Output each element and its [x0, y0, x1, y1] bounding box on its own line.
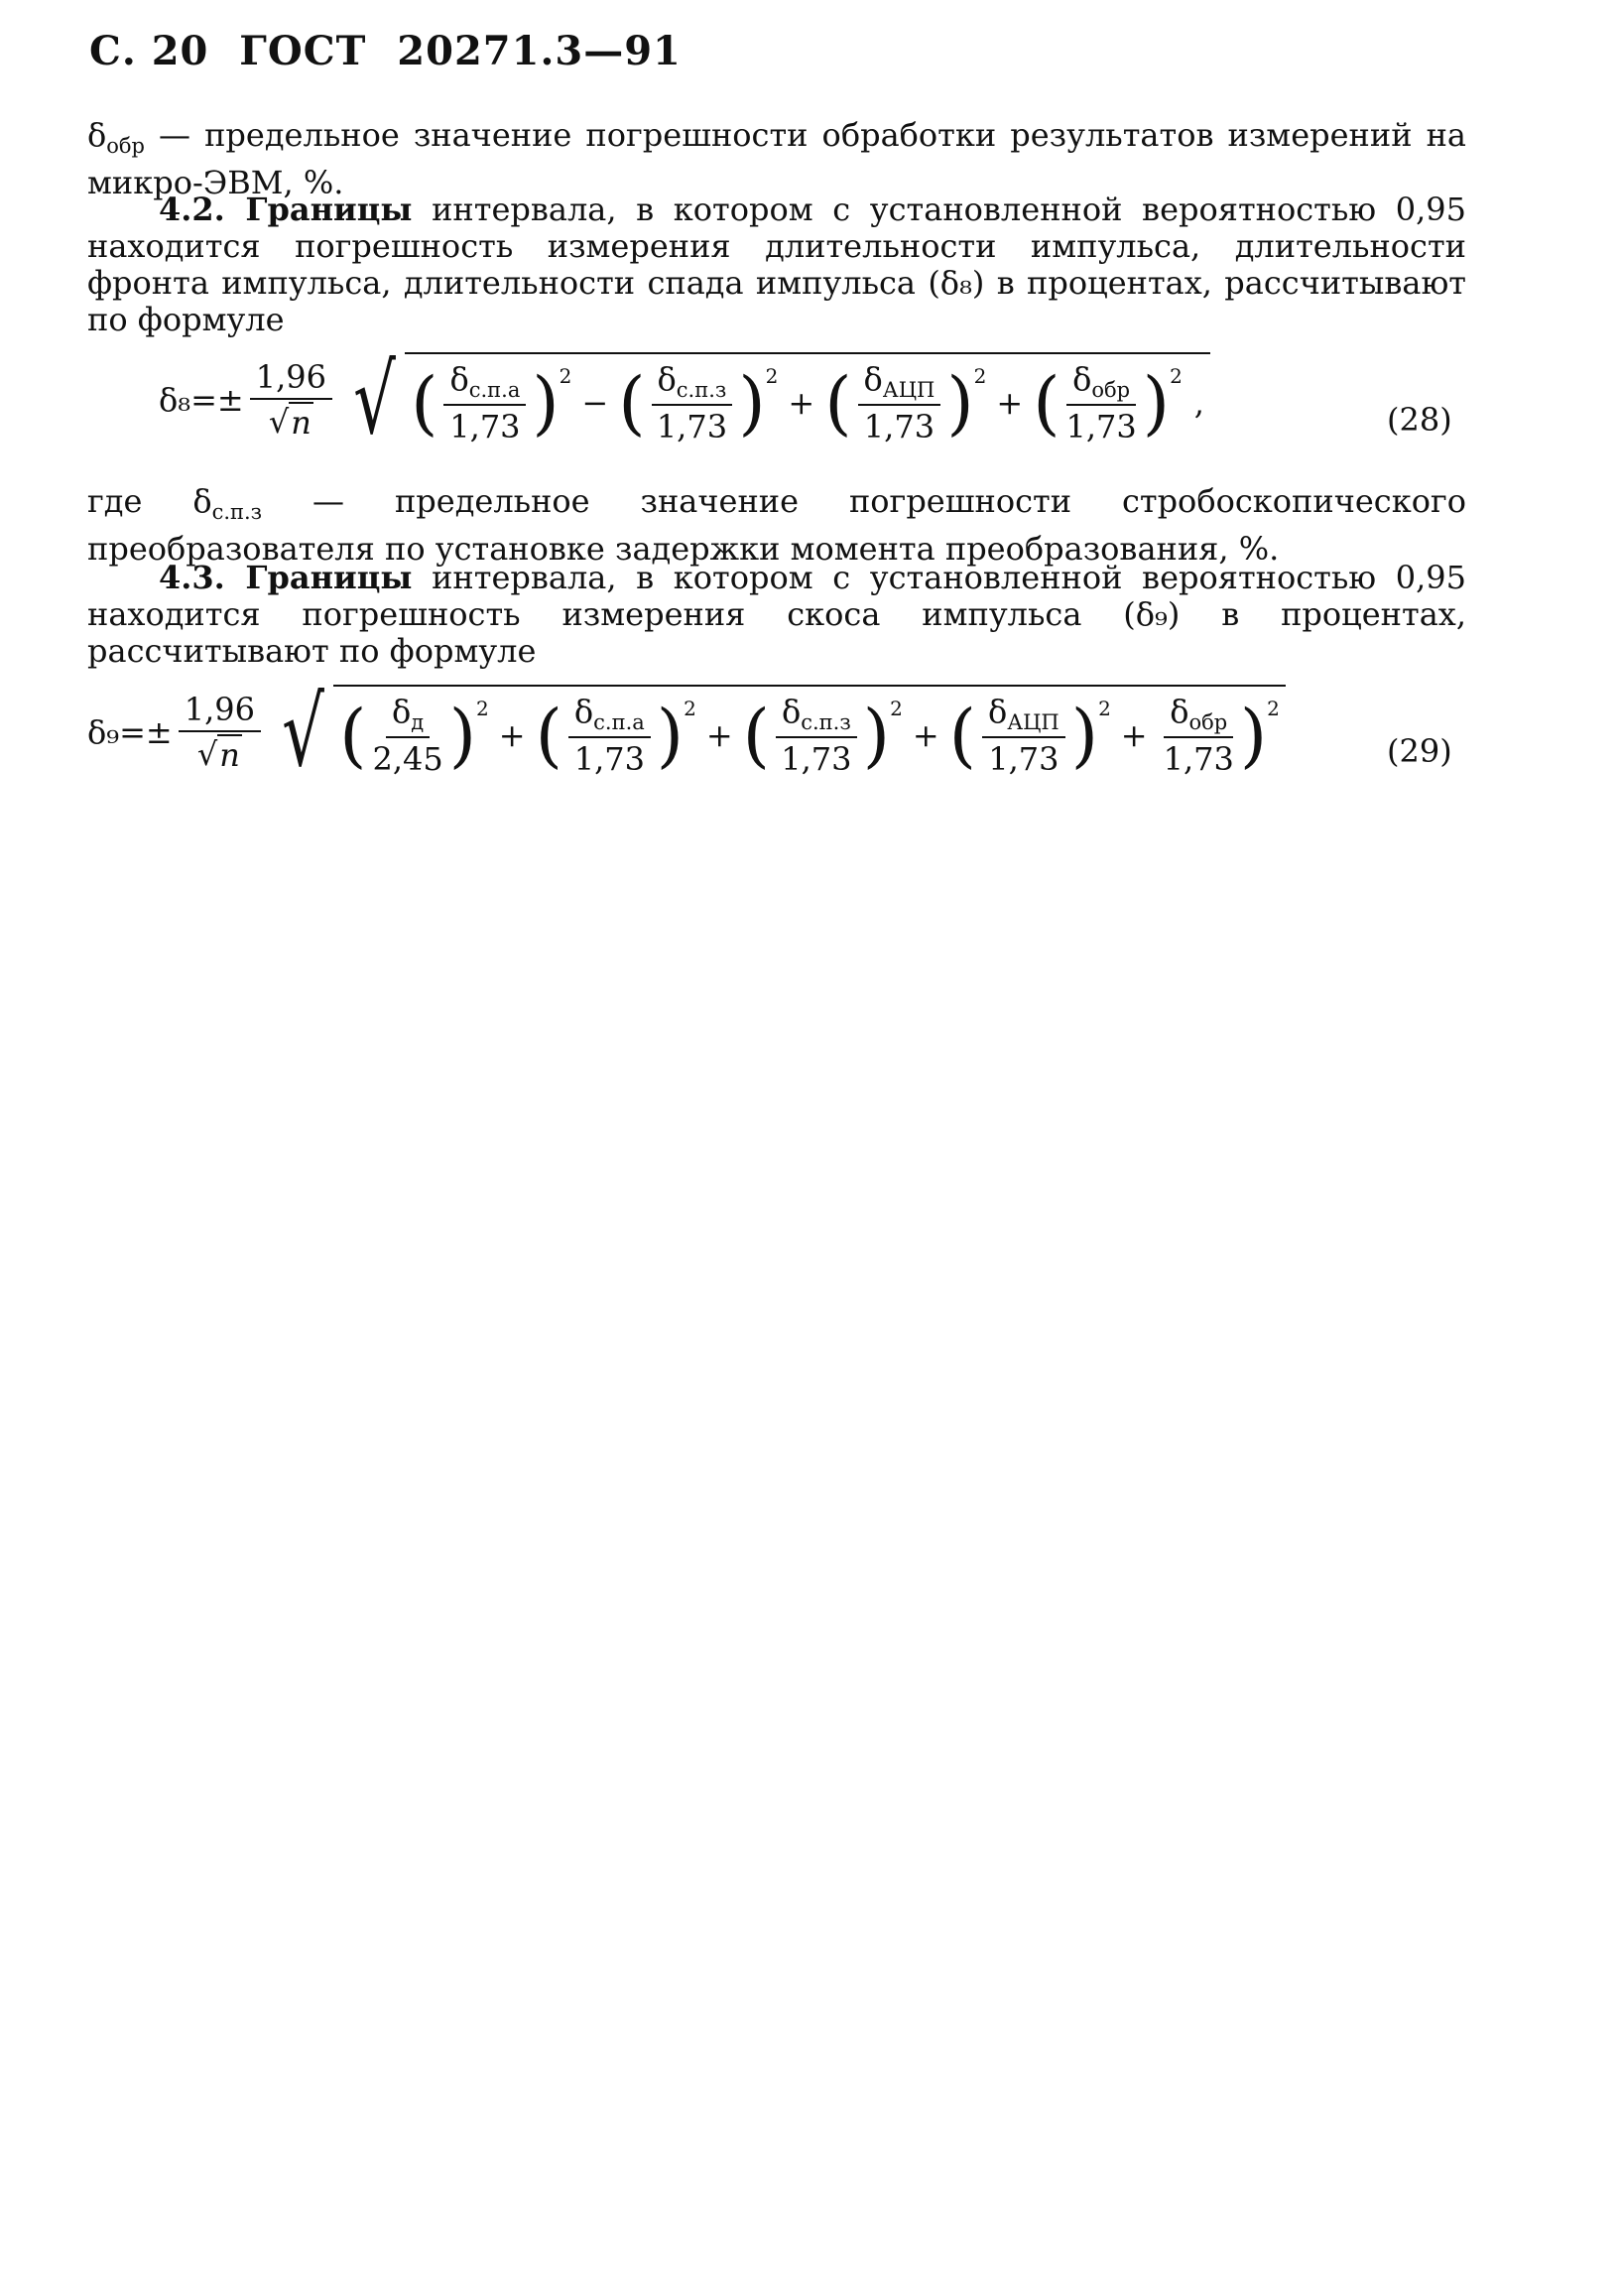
equation-number-29: (29) [1387, 732, 1452, 770]
delta-subscript: обр [106, 134, 145, 158]
standard-name: ГОСТ [239, 28, 367, 74]
paragraph-text: интервала, в котором с установленной вероятностью 0,95 находится погрешность измерения скоса импульса (δ₉) в процентах, рассчитывают по формуле [87, 559, 1466, 670]
delta-symbol: δ [192, 482, 212, 520]
coefficient-denominator: √ n [196, 735, 240, 774]
coefficient-numerator: 1,96 [179, 691, 261, 732]
paragraph-lead: 4.3. Границы [159, 559, 413, 596]
term-acp: $\frac{\delta_{АЦП}}{1,73}$ [982, 693, 1065, 778]
standard-number: 20271.3—91 [397, 28, 682, 74]
where-lead: где [87, 482, 143, 520]
term-spz: $\frac{\delta_{с.п.з}}{1,73}$ [776, 693, 857, 778]
coefficient-fraction [179, 691, 261, 774]
coefficient-fraction [250, 358, 332, 442]
term-spa: $\frac{\delta_{с.п.а}}{1,73}$ [568, 693, 651, 778]
paragraph-4-2 [87, 191, 1466, 338]
radical [273, 677, 1286, 788]
coefficient-numerator: 1,96 [250, 358, 332, 400]
term-obr: $\frac{\delta_{обр}}{1,73}$ [1065, 360, 1137, 446]
page-number: С. 20 [89, 28, 209, 74]
equation-lhs: δ₉=± [87, 713, 173, 751]
radical-sign: √ [282, 677, 324, 788]
definition-delta-spz [87, 483, 1466, 568]
paragraph-text: интервала, в котором с установленной вероятностью 0,95 находится погрешность измерения длительности импульса, длительности фронта импульса, длительности спада импульса (δ₈) в процентах, рассчитывают по формуле [87, 191, 1466, 338]
term-acp: $\frac{\delta_{АЦП}}{1,73}$ [858, 360, 941, 446]
term-obr: $\frac{\delta_{обр}}{1,73}$ [1163, 693, 1234, 778]
paragraph-lead: 4.2. Границы [159, 191, 413, 228]
radical-body: ( $\frac{\delta_д}{2,45}$ ) 2 + ( $\frac{\delta_{с.п.а}}{1,73}$ ) 2 + ( $\frac{\delta_{с.п.з}}{1,73}$ ) 2 + ( $\frac{\delta_{АЦП}}{1,73}$ ) 2 + $\frac{\delta_{обр}}{1,73}$ ) 2 [333, 685, 1286, 780]
term-d: $\frac{\delta_д}{2,45}$ [372, 693, 443, 778]
definition-delta-obr [87, 117, 1466, 201]
definition-text: — предельное значение погрешности обработки результатов измерений на микро-ЭВМ, %. [87, 116, 1466, 201]
coefficient-denominator: √ n [268, 403, 312, 442]
equation-lhs: δ₈=± [159, 381, 244, 419]
radical-sign: √ [353, 344, 396, 455]
equation-29 [87, 677, 1286, 788]
term-spz: $\frac{\delta_{с.п.з}}{1,73}$ [652, 360, 733, 446]
term-spa: $\frac{\delta_{с.п.а}}{1,73}$ [443, 360, 526, 446]
page-header [89, 28, 697, 74]
equation-number-28: (28) [1387, 401, 1452, 439]
equation-28 [159, 344, 1210, 455]
definition-text: — предельное значение погрешности стробоскопического преобразователя по установке задержки момента преобразования, %. [87, 482, 1467, 568]
paragraph-4-3 [87, 560, 1466, 670]
delta-symbol: δ [87, 116, 107, 154]
delta-subscript: с.п.з [211, 500, 263, 524]
radical-body: ( $\frac{\delta_{с.п.а}}{1,73}$ ) 2 − ( $\frac{\delta_{с.п.з}}{1,73}$ ) 2 + ( $\frac{\delta_{АЦП}}{1,73}$ ) 2 + ( $\frac{\delta_{обр}}{1,73}$ ) 2 , [405, 352, 1210, 447]
radical [344, 344, 1210, 455]
